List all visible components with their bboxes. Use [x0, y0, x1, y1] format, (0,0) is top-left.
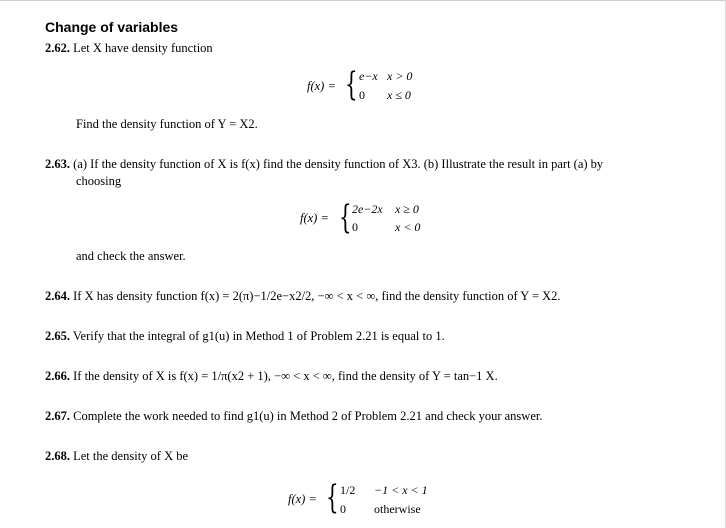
case-2-value: 0	[359, 88, 365, 102]
problem-2-63-followup: and check the answer.	[76, 249, 186, 263]
case-2-condition: x < 0	[395, 220, 421, 234]
problem-text: Verify that the integral of g1(u) in Method 1 of Problem 2.21 is equal to 1.	[72, 329, 445, 343]
top-border	[0, 0, 726, 1]
problem-number: 2.62.	[45, 41, 70, 55]
left-brace: {	[339, 197, 352, 236]
problem-number: 2.63.	[45, 157, 70, 171]
problem-number: 2.65.	[45, 329, 70, 343]
problem-text: Let the density of X be	[73, 449, 189, 463]
case-1-condition: x > 0	[387, 69, 413, 83]
case-1-value: 2e−2x	[352, 202, 383, 216]
case-1-condition: −1 < x < 1	[374, 483, 428, 497]
problem-2-65	[45, 328, 445, 345]
problem-text: If the density of X is f(x) = 1/π(x2 + 1), −∞ < x < ∞, find the density of Y = tan−1 X.	[73, 369, 498, 383]
section-heading: Change of variables	[45, 19, 179, 35]
problem-text: If X has density function f(x) = 2(π)−1/2e−x2/2, −∞ < x < ∞, find the density function of Y = X2.	[73, 289, 561, 303]
problem-text: Complete the work needed to find g1(u) in Method 2 of Problem 2.21 and check your answer.	[73, 409, 543, 423]
problem-number: 2.64.	[45, 289, 70, 303]
case-1-value: e−x	[359, 69, 378, 83]
case-1-value: 1/2	[340, 483, 356, 497]
problem-2-62	[45, 40, 213, 57]
problem-number: 2.68.	[45, 449, 70, 463]
left-brace: {	[345, 64, 358, 103]
equation-lhs: f(x) =	[300, 211, 329, 225]
problem-2-63-line-2: choosing	[76, 174, 122, 188]
problem-text: Let X have density function	[73, 41, 213, 55]
problem-text-line-1: (a) If the density function of X is f(x) find the density function of X3. (b) Illustrate the result in part (a) by	[73, 157, 604, 171]
case-2-value: 0	[340, 502, 346, 516]
problem-2-64	[45, 288, 561, 305]
left-brace: {	[326, 477, 339, 516]
problem-2-66	[45, 368, 498, 385]
case-1-condition: x ≥ 0	[395, 202, 419, 216]
problem-2-63	[45, 156, 603, 173]
problem-2-62-followup: Find the density function of Y = X2.	[76, 117, 258, 131]
equation-lhs: f(x) =	[288, 492, 317, 506]
problem-number: 2.67.	[45, 409, 70, 423]
problem-2-67	[45, 408, 542, 425]
problem-number: 2.66.	[45, 369, 70, 383]
case-2-condition: otherwise	[374, 502, 421, 516]
equation-lhs: f(x) =	[307, 79, 336, 93]
problem-2-68	[45, 448, 188, 465]
case-2-value: 0	[352, 220, 358, 234]
case-2-condition: x ≤ 0	[387, 88, 411, 102]
